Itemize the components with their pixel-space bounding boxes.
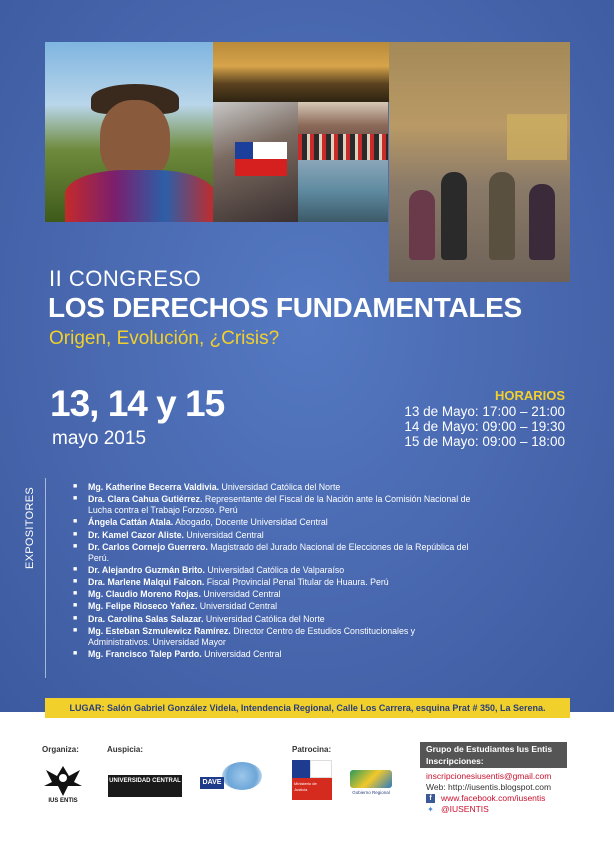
congreso-heading: II CONGRESO	[49, 266, 202, 291]
expositor-item: ■ Dra. Marlene Malqui Falcon. Fiscal Provincial Penal Titular de Huaura. Perú	[73, 577, 473, 588]
photo-protest-crowd	[298, 102, 388, 160]
expositor-item: ■ Dr. Carlos Cornejo Guerrero. Magistrado del Jurado Nacional de Elecciones de la República del Perú.	[73, 542, 473, 564]
subtitle: Origen, Evolución, ¿Crisis?	[49, 328, 280, 349]
expositor-item: ■ Mg. Francisco Talep Pardo. Universidad Central	[73, 649, 473, 660]
gobierno-regional-logo: Gobierno Regional	[350, 760, 392, 802]
expositores-label: EXPOSITORES	[24, 487, 36, 569]
horario-item: 15 de Mayo: 09:00 – 18:00	[404, 434, 565, 449]
horarios-list	[404, 404, 565, 449]
facebook-link[interactable]: www.facebook.com/iusentis	[441, 793, 546, 803]
event-month: mayo 2015	[52, 428, 147, 449]
expositores-divider	[45, 478, 46, 678]
dave-logo: DAVE	[200, 762, 268, 796]
photo-andean-woman	[45, 42, 213, 222]
email-link[interactable]: inscripcionesiusentis@gmail.com	[426, 771, 552, 781]
expositor-item: ■ Dra. Clara Cahua Gutiérrez. Representante del Fiscal de la Nación ante la Comisión Nacional de Lucha contra el Trabajo Forzoso. Perú	[73, 494, 473, 516]
ius-entis-logo	[42, 762, 84, 798]
gobierno-de-chile-logo: Ministerio de Justicia	[292, 760, 332, 800]
contact-info	[426, 771, 551, 815]
photo-lake-landscape	[213, 42, 389, 102]
photo-chilean-flag-crowd	[213, 102, 298, 222]
auspicia-label: Auspicia:	[107, 745, 144, 754]
organiza-label: Organiza:	[42, 745, 79, 754]
expositor-item: ■ Mg. Felipe Rioseco Yañez. Universidad Central	[73, 601, 473, 612]
ius-entis-logo-text: IUS ENTIS	[48, 798, 78, 804]
expositor-item: ■ Dr. Alejandro Guzmán Brito. Universidad Católica de Valparaíso	[73, 565, 473, 576]
contact-header: Grupo de Estudiantes Ius Entis Inscripciones:	[420, 742, 567, 768]
expositor-item: ■ Mg. Katherine Becerra Valdivia. Universidad Católica del Norte	[73, 482, 473, 493]
hand-icon	[222, 762, 262, 790]
twitter-icon: ✦	[427, 805, 434, 814]
expositores-list	[73, 482, 473, 661]
facebook-icon: f	[426, 794, 435, 803]
event-days: 13, 14 y 15	[50, 383, 225, 424]
expositor-item: ■ Dr. Kamel Cazor Aliste. Universidad Central	[73, 530, 473, 541]
expositor-item: ■ Dra. Carolina Salas Salazar. Universidad Católica del Norte	[73, 614, 473, 625]
patrocina-label: Patrocina:	[292, 745, 332, 754]
twitter-link[interactable]: @IUSENTIS	[441, 804, 489, 814]
horarios-title: HORARIOS	[494, 388, 565, 403]
web-link[interactable]: Web: http://iusentis.blogspot.com	[426, 782, 552, 792]
photo-children-walking	[389, 42, 570, 282]
main-title: LOS DERECHOS FUNDAMENTALES	[48, 292, 522, 323]
expositor-item: ■ Mg. Esteban Szmulewicz Ramírez. Director Centro de Estudios Constitucionales y Administrativos. Universidad Mayor	[73, 626, 473, 648]
venue-banner: LUGAR: Salón Gabriel González Videla, Intendencia Regional, Calle Los Carrera, esquina Prat # 350, La Serena.	[45, 698, 570, 718]
expositor-item: ■ Ángela Cattán Atala. Abogado, Docente Universidad Central	[73, 517, 473, 528]
horario-item: 14 de Mayo: 09:00 – 19:30	[404, 419, 565, 434]
expositor-item: ■ Mg. Claudio Moreno Rojas. Universidad Central	[73, 589, 473, 600]
horario-item: 13 de Mayo: 17:00 – 21:00	[404, 404, 565, 419]
photo-dam	[298, 160, 388, 222]
universidad-central-logo: UNIVERSIDAD CENTRAL	[108, 775, 182, 797]
